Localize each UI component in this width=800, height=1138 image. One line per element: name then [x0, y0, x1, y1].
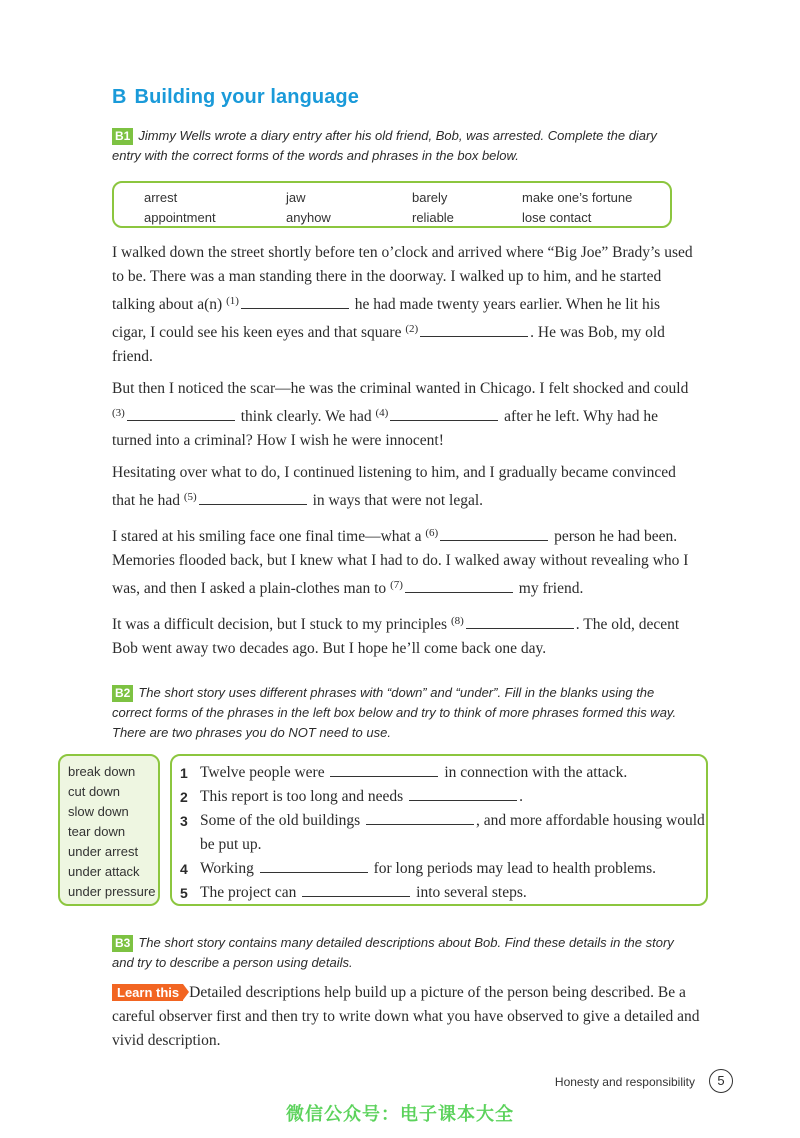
answer-blank[interactable]: [390, 406, 498, 421]
phrase-item: under attack: [68, 864, 140, 879]
b1-tag: B1: [112, 128, 133, 145]
b1-instruction: [112, 126, 687, 166]
section-letter: B: [112, 86, 127, 108]
blank-number: (4): [375, 407, 389, 419]
diary-text: my friend.: [514, 580, 584, 597]
diary-text: . He was Bob, my old friend.: [112, 324, 665, 365]
answer-blank[interactable]: [260, 858, 368, 873]
learn-this-text: Detailed descriptions help build up a picture of the person being described. Be a careful observer first and then try to write down what you have observed to give a detailed and vivid description.: [112, 984, 700, 1049]
answer-blank[interactable]: [127, 406, 235, 421]
diary-text: But then I noticed the scar—he was the criminal wanted in Chicago. I felt shocked and could: [112, 380, 689, 397]
sentence-item: [180, 857, 706, 881]
phrase-item: tear down: [68, 824, 126, 839]
word-box-item: anyhow: [286, 210, 331, 225]
sentence-text: Working for long periods may lead to health problems.: [200, 860, 656, 877]
diary-paragraph: [112, 521, 697, 601]
diary-text: I walked down the street shortly before ten o’clock and arrived where “Big Joe” Brady’s used to be. There was a man standing there in the doorway. I walked up to him, and he started talking about a(n): [112, 244, 693, 313]
phrase-item: under pressure: [68, 884, 156, 899]
section-title: [112, 86, 359, 109]
blank-number: (3): [112, 407, 125, 419]
diary-text: Hesitating over what to do, I continued listening to him, and I gradually became convinced that he had: [112, 464, 676, 509]
answer-blank[interactable]: [241, 294, 349, 309]
sentence-text: The project can into several steps.: [200, 884, 527, 901]
b2-instruction-text: The short story uses different phrases with “down” and “under”. Fill in the blanks using the correct forms of the phrases in the left box below and try to think of more phrases formed this way. There are two phrases you do NOT need to use.: [112, 685, 677, 740]
diary-text: think clearly. We had: [236, 408, 376, 425]
sentence-number: 3: [180, 813, 188, 829]
sentence-box: [170, 754, 708, 906]
phrase-item: under arrest: [68, 844, 139, 859]
diary-text: . The old, decent Bob went away two decades ago. But I hope he’ll come back one day.: [112, 616, 680, 657]
word-box-item: jaw: [286, 190, 306, 205]
answer-blank[interactable]: [199, 490, 307, 505]
b3-tag: B3: [112, 935, 133, 952]
blank-number: (6): [425, 527, 439, 539]
page-number: 5: [709, 1069, 733, 1093]
answer-blank[interactable]: [302, 882, 410, 897]
b2-tag: B2: [112, 685, 133, 702]
sentence-text: Some of the old buildings , and more affordable housing would be put up.: [200, 812, 705, 853]
diary-paragraph: [112, 241, 697, 369]
answer-blank[interactable]: [405, 578, 513, 593]
learn-this-tag: Learn this: [112, 984, 183, 1001]
sentence-item: [180, 809, 706, 857]
watermark: 微信公众号：电子课本大全: [286, 1104, 514, 1125]
sentence-number: 2: [180, 789, 188, 805]
blank-number: (5): [183, 491, 197, 503]
footer-unit-title: Honesty and responsibility: [554, 1075, 695, 1089]
sentence-text: This report is too long and needs .: [200, 788, 523, 805]
sentence-item: [180, 881, 706, 905]
phrase-item: break down: [68, 764, 136, 779]
b1-instruction-text: Jimmy Wells wrote a diary entry after his old friend, Bob, was arrested. Complete the diary entry with the correct forms of the words and phrases in the box below.: [112, 128, 657, 163]
section-title-text: Building your language: [134, 86, 359, 108]
diary-entry: [112, 241, 697, 669]
answer-blank[interactable]: [366, 810, 474, 825]
sentence-number: 5: [180, 885, 188, 901]
answer-blank[interactable]: [330, 762, 438, 777]
sentence-text: Twelve people were in connection with the attack.: [200, 764, 628, 781]
word-box-item: arrest: [144, 190, 178, 205]
blank-number: (8): [450, 615, 464, 627]
sentence-item: [180, 761, 706, 785]
diary-text: It was a difficult decision, but I stuck to my principles: [112, 616, 451, 633]
word-box-item: lose contact: [522, 210, 592, 225]
diary-paragraph: [112, 461, 697, 513]
diary-paragraph: [112, 609, 697, 661]
sentence-item: [180, 785, 706, 809]
b3-instruction: [112, 933, 687, 973]
answer-blank[interactable]: [466, 614, 574, 629]
blank-number: (2): [405, 323, 419, 335]
diary-paragraph: [112, 377, 697, 453]
word-box-item: appointment: [144, 210, 216, 225]
answer-blank[interactable]: [420, 322, 528, 337]
b2-instruction: [112, 683, 687, 743]
sentence-number: 4: [180, 861, 188, 877]
phrase-box: [58, 754, 160, 906]
b3-instruction-text: The short story contains many detailed descriptions about Bob. Find these details in the story and try to describe a person using details.: [112, 935, 674, 970]
diary-text: after he left. Why had he turned into a criminal? How I wish he were innocent!: [112, 408, 658, 449]
diary-text: person he had been. Memories flooded back, but I knew what I had to do. I walked away without revealing who I was, and then I asked a plain-clothes man to: [112, 528, 689, 597]
word-box-item: barely: [412, 190, 448, 205]
learn-this-note: [112, 981, 702, 1053]
phrase-item: cut down: [68, 784, 121, 799]
word-box-item: make one’s fortune: [522, 190, 633, 205]
phrase-item: slow down: [68, 804, 129, 819]
answer-blank[interactable]: [409, 786, 517, 801]
sentence-number: 1: [180, 765, 188, 781]
diary-text: in ways that were not legal.: [308, 492, 484, 509]
blank-number: (7): [390, 579, 403, 591]
answer-blank[interactable]: [440, 526, 548, 541]
diary-text: he had made twenty years earlier. When he lit his cigar, I could see his keen eyes and that square: [112, 296, 661, 341]
word-box-item: reliable: [412, 210, 454, 225]
blank-number: (1): [226, 295, 239, 307]
diary-text: I stared at his smiling face one final time—what a: [112, 528, 426, 545]
word-box: [112, 181, 672, 228]
